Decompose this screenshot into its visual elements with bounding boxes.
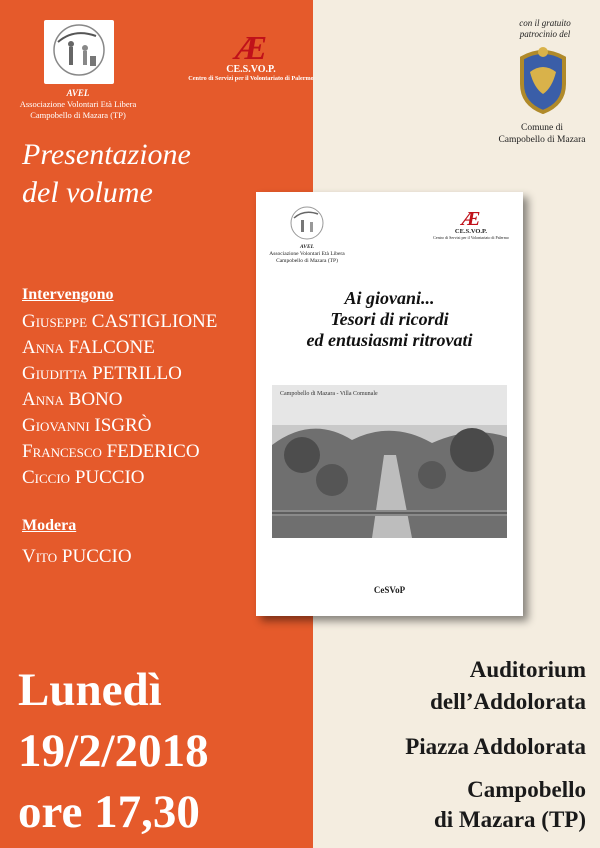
venue-line-1: Auditorium — [469, 657, 586, 682]
venue-city-2: di Mazara (TP) — [433, 807, 586, 832]
book-title: Ai giovani... Tesori di ricordi ed entusiasmi ritrovati — [306, 288, 473, 350]
speaker: Giovanni ISGRÒ — [22, 415, 152, 436]
speaker: Anna FALCONE — [22, 337, 155, 358]
speakers-heading: Intervengono — [22, 286, 114, 303]
moderator-heading: Modera — [22, 517, 77, 534]
event-date-value: 19/2/2018 — [18, 725, 209, 777]
cesvop-name: CE.S.VO.P. — [226, 64, 276, 75]
event-date — [18, 660, 209, 843]
book-cesvop-logo: Æ CE.S.VO.P. Centro di Servizi per il Volontariato di Palermo — [433, 208, 509, 240]
photo-caption: Campobello di Mazara - Villa Comunale — [280, 391, 378, 397]
event-day: Lunedì — [18, 664, 162, 716]
speaker: Giuditta PETRILLO — [22, 363, 182, 384]
speaker: Anna BONO — [22, 389, 123, 410]
event-title — [22, 136, 191, 212]
venue-address: Piazza Addolorata — [405, 734, 586, 759]
patronage-text: con il gratuito patrocinio del — [519, 18, 571, 39]
speaker: Giuseppe CASTIGLIONE — [22, 311, 218, 332]
event-time: ore 17,30 — [18, 786, 200, 838]
speaker: Ciccio PUCCIO — [22, 467, 145, 488]
title-line-2: del volume — [22, 176, 153, 209]
book-avel-caption: AVEL Associazione Volontari Età Libera Campobello di Mazara (TP) — [269, 244, 345, 264]
venue-city-1: Campobello — [467, 777, 586, 802]
comune-crest-icon — [512, 44, 574, 114]
venue-line-2: dell’Addolorata — [430, 689, 586, 714]
title-line-1: Presentazione — [22, 138, 191, 171]
book-cover — [256, 192, 523, 616]
avel-caption — [18, 88, 138, 121]
book-cover-photo — [272, 385, 507, 538]
speaker: Francesco FEDERICO — [22, 441, 200, 462]
avel-line1: Associazione Volontari Età Libera — [19, 99, 137, 109]
speakers-list — [22, 309, 217, 491]
book-publisher: CeSVoP — [373, 585, 406, 595]
avel-name: AVEL — [66, 88, 90, 98]
moderator: Vito PUCCIO — [22, 546, 132, 567]
avel-line2: Campobello di Mazara (TP) — [30, 110, 126, 120]
comune-caption: Comune di Campobello di Mazara — [498, 123, 586, 145]
avel-logo — [44, 20, 114, 84]
cesvop-full-name: Centro di Servizi per il Volontariato di Palermo — [188, 75, 314, 82]
book-avel-logo — [286, 204, 328, 242]
cesvop-mark: Æ — [234, 30, 268, 67]
cesvop-logo — [176, 30, 326, 82]
